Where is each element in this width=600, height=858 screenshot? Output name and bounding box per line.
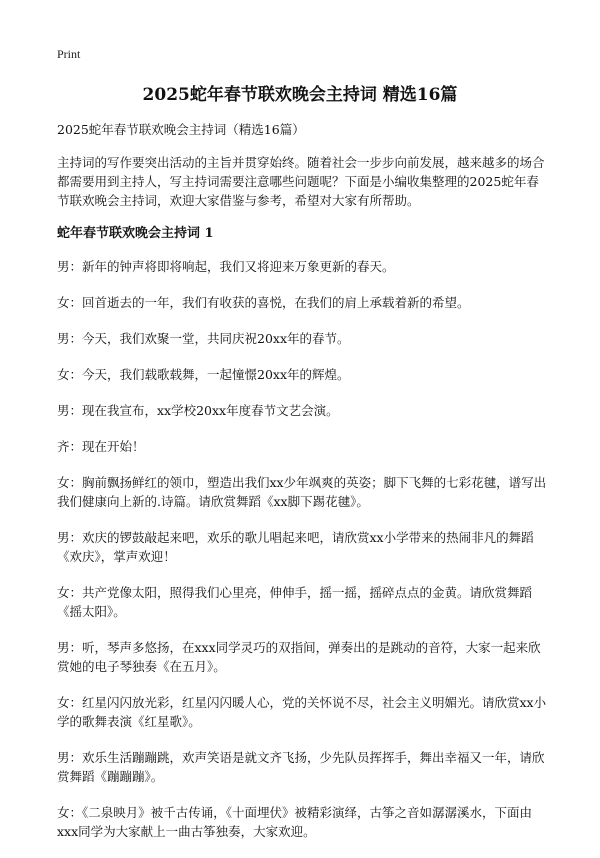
script-line: 齐：现在开始！ [57, 439, 145, 454]
script-line: 男：今天，我们欢聚一堂，共同庆祝20xx年的春节。 [57, 331, 350, 346]
print-link[interactable]: Print [57, 47, 81, 61]
article-subtitle: 2025蛇年春节联欢晚会主持词（精选16篇） [57, 122, 305, 137]
script-line: 男：听，琴声多悠扬，在xxx同学灵巧的双指间，弹奏出的是跳动的音符，大家一起来欣赏她的电子琴独奏《在五月》。 [57, 640, 541, 674]
article-body [57, 120, 548, 858]
script-line: 女：共产党像太阳，照得我们心里亮，伸伸手，摇一摇，摇碎点点的金黄。请欣赏舞蹈《摇太阳》。 [57, 585, 533, 619]
section-heading: 蛇年春节联欢晚会主持词 1 [57, 226, 214, 241]
script-line: 女：胸前飘扬鲜红的领巾，塑造出我们xx少年飒爽的英姿；脚下飞舞的七彩花毽，谱写出我们健康向上新的.诗篇。请欣赏舞蹈《xx脚下踢花毽》。 [57, 475, 547, 509]
script-line: 男：现在我宣布，xx学校20xx年度春节文艺会演。 [57, 403, 339, 418]
script-line: 男：新年的钟声将即将响起，我们又将迎来万象更新的春天。 [57, 259, 395, 274]
script-line: 男：欢庆的锣鼓敲起来吧，欢乐的歌儿唱起来吧，请欣赏xx小学带来的热闹非凡的舞蹈《欢庆》，掌声欢迎！ [57, 530, 534, 564]
script-line: 女：回首逝去的一年，我们有收获的喜悦，在我们的肩上承载着新的希望。 [57, 295, 470, 310]
intro-paragraph: 主持词的写作要突出活动的主旨并贯穿始终。随着社会一步步向前发展，越来越多的场合都需要用到主持人，写主持词需要注意哪些问题呢？下面是小编收集整理的2025蛇年春节联欢晚会主持词，欢迎大家借鉴与参考，希望对大家有所帮助。 [57, 155, 545, 208]
page-title: 2025蛇年春节联欢晚会主持词 精选16篇 [142, 85, 458, 105]
script-line: 男：欢乐生活蹦蹦跳，欢声笑语是就文齐飞扬，少先队员挥挥手，舞出幸福又一年，请欣赏舞蹈《蹦蹦蹦》。 [57, 750, 545, 784]
script-line: 女：今天，我们载歌载舞，一起憧憬20xx年的辉煌。 [57, 367, 350, 382]
script-line: 女：《二泉映月》被千古传诵，《十面埋伏》被精彩演绎，古筝之音如潺潺溪水，下面由xxx同学为大家献上一曲古筝独奏，大家欢迎。 [57, 805, 533, 839]
script-line: 女：红星闪闪放光彩，红星闪闪暖人心，党的关怀说不尽，社会主义明媚光。请欣赏xx小学的歌舞表演《红星歌》。 [57, 695, 547, 729]
